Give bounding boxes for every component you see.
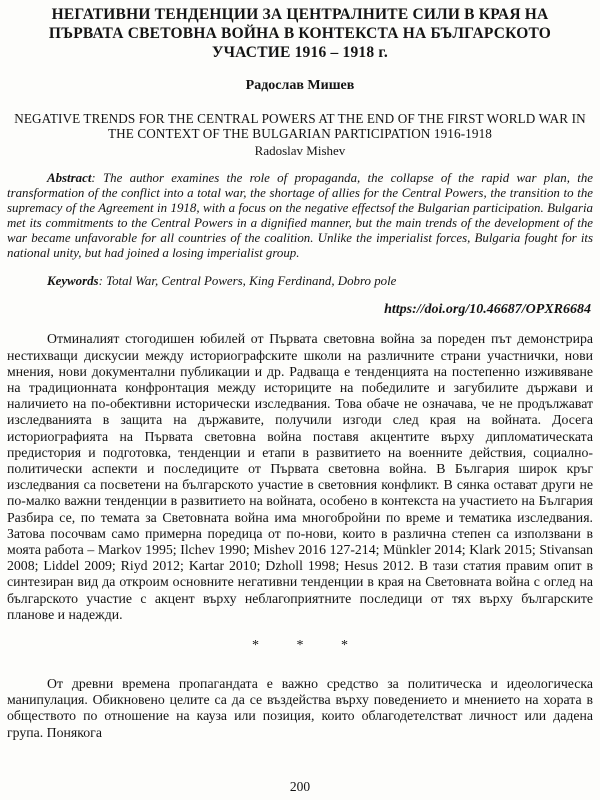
author-name-bulgarian: Радослав Мишев [245, 77, 355, 93]
keywords-label: Keywords [47, 274, 99, 289]
keywords-line [7, 274, 593, 289]
article-title-bulgarian: НЕГАТИВНИ ТЕНДЕНЦИИ ЗА ЦЕНТРАЛНИТЕ СИЛИ В КРАЯ НА ПЪРВАТА СВЕТОВНА ВОЙНА В КОНТЕКСТА НА БЪЛГАРСКОТО УЧАСТИЕ 1916 – 1918 г. [48, 6, 552, 61]
abstract-label: Abstract [47, 170, 92, 185]
abstract-paragraph [7, 171, 593, 262]
page-number: 200 [289, 779, 311, 794]
section-separator: * * * [252, 637, 348, 653]
body-paragraph-2: От древни времена пропагандата е важно средство за политическа и идеологическа манипулация. Обикновено целите са да се въздейства върху поведението и мнението на хората в обществото по отношение на кауза или позиция, които облагодетелстват личност или дадена група. Понякога [7, 675, 593, 740]
article-title-english: NEGATIVE TRENDS FOR THE CENTRAL POWERS AT THE END OF THE FIRST WORLD WAR IN THE CONTEXT OF THE BULGARIAN PARTICIPATION 1916-1918 [14, 110, 586, 142]
doi-link: https://doi.org/10.46687/OPXR6684 [384, 302, 591, 318]
keywords-text: : Total War, Central Powers, King Ferdinand, Dobro pole [98, 274, 397, 289]
author-name-english: Radoslav Mishev [254, 142, 346, 158]
body-paragraph-1: Отминалият стогодишен юбилей от Първата световна война за пореден път демонстрира нестихващи дискусии между историографските школи на различните страни участнички, нови мнения, нови документални публикации и др. Радваща е тенденцията на постепенно изживяване на традиционната конфронтация между историците на победилите и загубилите държави и наличието на по-обективни исторически изследвания. Това обаче не означава, че не продължават изследванията в защита на държавите, получили изгоди след края на войната. Досега историографията на Първата световна война поставя акцентите върху дипломатическата предистория и подготовка, тенденции и етапи в развитието на военните действия, социално-политически аспекти и последиците от Първата световна война. В България широк кръг изследвания са посветени на българското участие в световния конфликт. В сянка остават други не по-малко важни тенденции в развитието на войната, особено в контекста на участието на България Разбира се, по темата за Световната война има многобройни по време и тематика изследвания. Затова посочвам само примерна поредица от по-нови, които в различна степен са използвани в моята работа – Markov 1995; Ilchev 1990; Mishev 2016 127-214; Münkler 2014; Klark 2015; Stivansan 2008; Liddel 2009; Riyd 2012; Kartar 2010; Dzholl 1998; Hesus 2012. В тази статия правим опит в синтезиран вид да откроим основните негативни тенденции в края на Световната война с оглед на българското участие с акцент върху неблагоприятните последици от тях върху българските планове и надежди. [7, 331, 593, 622]
abstract-text: : The author examines the role of propaganda, the collapse of the rapid war plan, the transformation of the conflict into a total war, the shortage of allies for the Central Powers, the transition to the supremacy of the Agreement in 1918, with a focus on the negative effectsof the Bulgarian participation. Bulgaria met its commitments to the Central Powers in a dignified manner, but the main trends of the development of the war became unfavorable for all countries of the coalition. Unlike the imperialist forces, Bulgaria fought for its national unity, but had joined a losing imperialist group. [7, 170, 593, 261]
